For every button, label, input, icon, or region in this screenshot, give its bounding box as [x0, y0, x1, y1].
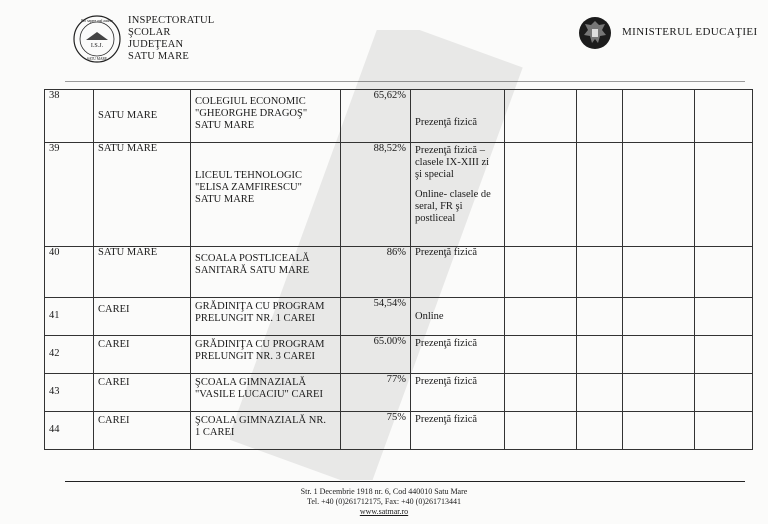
- row-city: SATU MARE: [94, 247, 191, 298]
- isj-line: JUDEŢEAN: [128, 39, 184, 50]
- page-footer: [0, 487, 768, 517]
- header-divider: [65, 81, 745, 82]
- row-school: ŞCOALA GIMNAZIALĂ NR. 1 CAREI: [191, 412, 341, 450]
- row-city: SATU MARE: [94, 143, 191, 247]
- row-percent: 86%: [341, 247, 411, 298]
- isj-logo-abbr: I.S.J.: [90, 43, 104, 49]
- row-mode: Prezenţă fizică – clasele IX-XIII zi şi special Online- clasele de seral, FR şi postliceal: [411, 143, 505, 247]
- empty-cell: [695, 374, 753, 412]
- empty-cell: [695, 90, 753, 143]
- empty-cell: [623, 374, 695, 412]
- empty-cell: [695, 336, 753, 374]
- row-school: ŞCOALA GIMNAZIALĂ "VASILE LUCACIU" CAREI: [191, 374, 341, 412]
- row-number: 43: [45, 374, 94, 412]
- table-row: [45, 336, 753, 374]
- row-school: SCOALA POSTLICEALĂ SANITARĂ SATU MARE: [191, 247, 341, 298]
- empty-cell: [505, 298, 577, 336]
- empty-cell: [577, 247, 623, 298]
- empty-cell: [695, 143, 753, 247]
- empty-cell: [577, 412, 623, 450]
- row-school: GRĂDINIŢA CU PROGRAM PRELUNGIT NR. 1 CAREI: [191, 298, 341, 336]
- empty-cell: [623, 143, 695, 247]
- empty-cell: [505, 412, 577, 450]
- isj-line: ŞCOLAR: [128, 27, 171, 38]
- empty-cell: [623, 336, 695, 374]
- footer-address: Str. 1 Decembrie 1918 nr. 6, Cod 440010 Satu Mare: [300, 487, 468, 496]
- page-header: [0, 0, 768, 80]
- empty-cell: [505, 90, 577, 143]
- footer-website-link[interactable]: www.satmar.ro: [359, 507, 409, 516]
- footer-phone: Tel. +40 (0)261712175, Fax: +40 (0)261713441: [306, 497, 461, 506]
- row-percent: 65.00%: [341, 336, 411, 374]
- row-city: CAREI: [94, 336, 191, 374]
- row-school: LICEUL TEHNOLOGIC "ELISA ZAMFIRESCU" SATU MARE: [191, 143, 341, 247]
- empty-cell: [623, 90, 695, 143]
- row-mode: Prezenţă fizică: [411, 412, 505, 450]
- row-city: CAREI: [94, 374, 191, 412]
- row-mode: Online: [411, 298, 505, 336]
- row-number: 39: [45, 143, 94, 247]
- row-number: 40: [45, 247, 94, 298]
- empty-cell: [577, 374, 623, 412]
- row-mode: Prezenţă fizică: [411, 336, 505, 374]
- isj-logo-motto: Pro sapere aud audere: [81, 19, 113, 23]
- row-city: SATU MARE: [94, 90, 191, 143]
- schools-table: [44, 89, 753, 450]
- row-city: CAREI: [94, 412, 191, 450]
- empty-cell: [505, 336, 577, 374]
- row-number: 42: [45, 336, 94, 374]
- row-percent: 75%: [341, 412, 411, 450]
- row-percent: 77%: [341, 374, 411, 412]
- coat-of-arms-icon: [578, 15, 612, 51]
- row-mode: Prezenţă fizică: [411, 247, 505, 298]
- table-row: [45, 412, 753, 450]
- ministry-name: MINISTERUL EDUCAŢIEI: [622, 26, 758, 38]
- row-percent: 54,54%: [341, 298, 411, 336]
- table-row: [45, 143, 753, 247]
- empty-cell: [505, 374, 577, 412]
- empty-cell: [505, 247, 577, 298]
- row-mode: Prezenţă fizică: [411, 374, 505, 412]
- row-percent: 65,62%: [341, 90, 411, 143]
- empty-cell: [505, 143, 577, 247]
- row-number: 38: [45, 90, 94, 143]
- empty-cell: [623, 247, 695, 298]
- empty-cell: [695, 247, 753, 298]
- isj-logo: [72, 14, 122, 64]
- row-school: COLEGIUL ECONOMIC "GHEORGHE DRAGOŞ" SATU MARE: [191, 90, 341, 143]
- empty-cell: [577, 298, 623, 336]
- empty-cell: [695, 412, 753, 450]
- table-row: [45, 247, 753, 298]
- isj-line: INSPECTORATUL: [128, 15, 215, 26]
- empty-cell: [623, 412, 695, 450]
- isj-line: SATU MARE: [128, 51, 190, 62]
- empty-cell: [577, 143, 623, 247]
- empty-cell: [577, 90, 623, 143]
- empty-cell: [695, 298, 753, 336]
- footer-divider: [65, 481, 745, 482]
- table-row: [45, 374, 753, 412]
- row-school: GRĂDINIŢA CU PROGRAM PRELUNGIT NR. 3 CAREI: [191, 336, 341, 374]
- row-percent: 88,52%: [341, 143, 411, 247]
- row-number: 44: [45, 412, 94, 450]
- isj-name: [128, 15, 214, 63]
- row-city: CAREI: [94, 298, 191, 336]
- isj-logo-city: SATU MARE: [86, 57, 108, 61]
- table-row: [45, 298, 753, 336]
- empty-cell: [577, 336, 623, 374]
- table-row: [45, 90, 753, 143]
- empty-cell: [623, 298, 695, 336]
- row-number: 41: [45, 298, 94, 336]
- row-mode: Prezenţă fizică: [411, 90, 505, 143]
